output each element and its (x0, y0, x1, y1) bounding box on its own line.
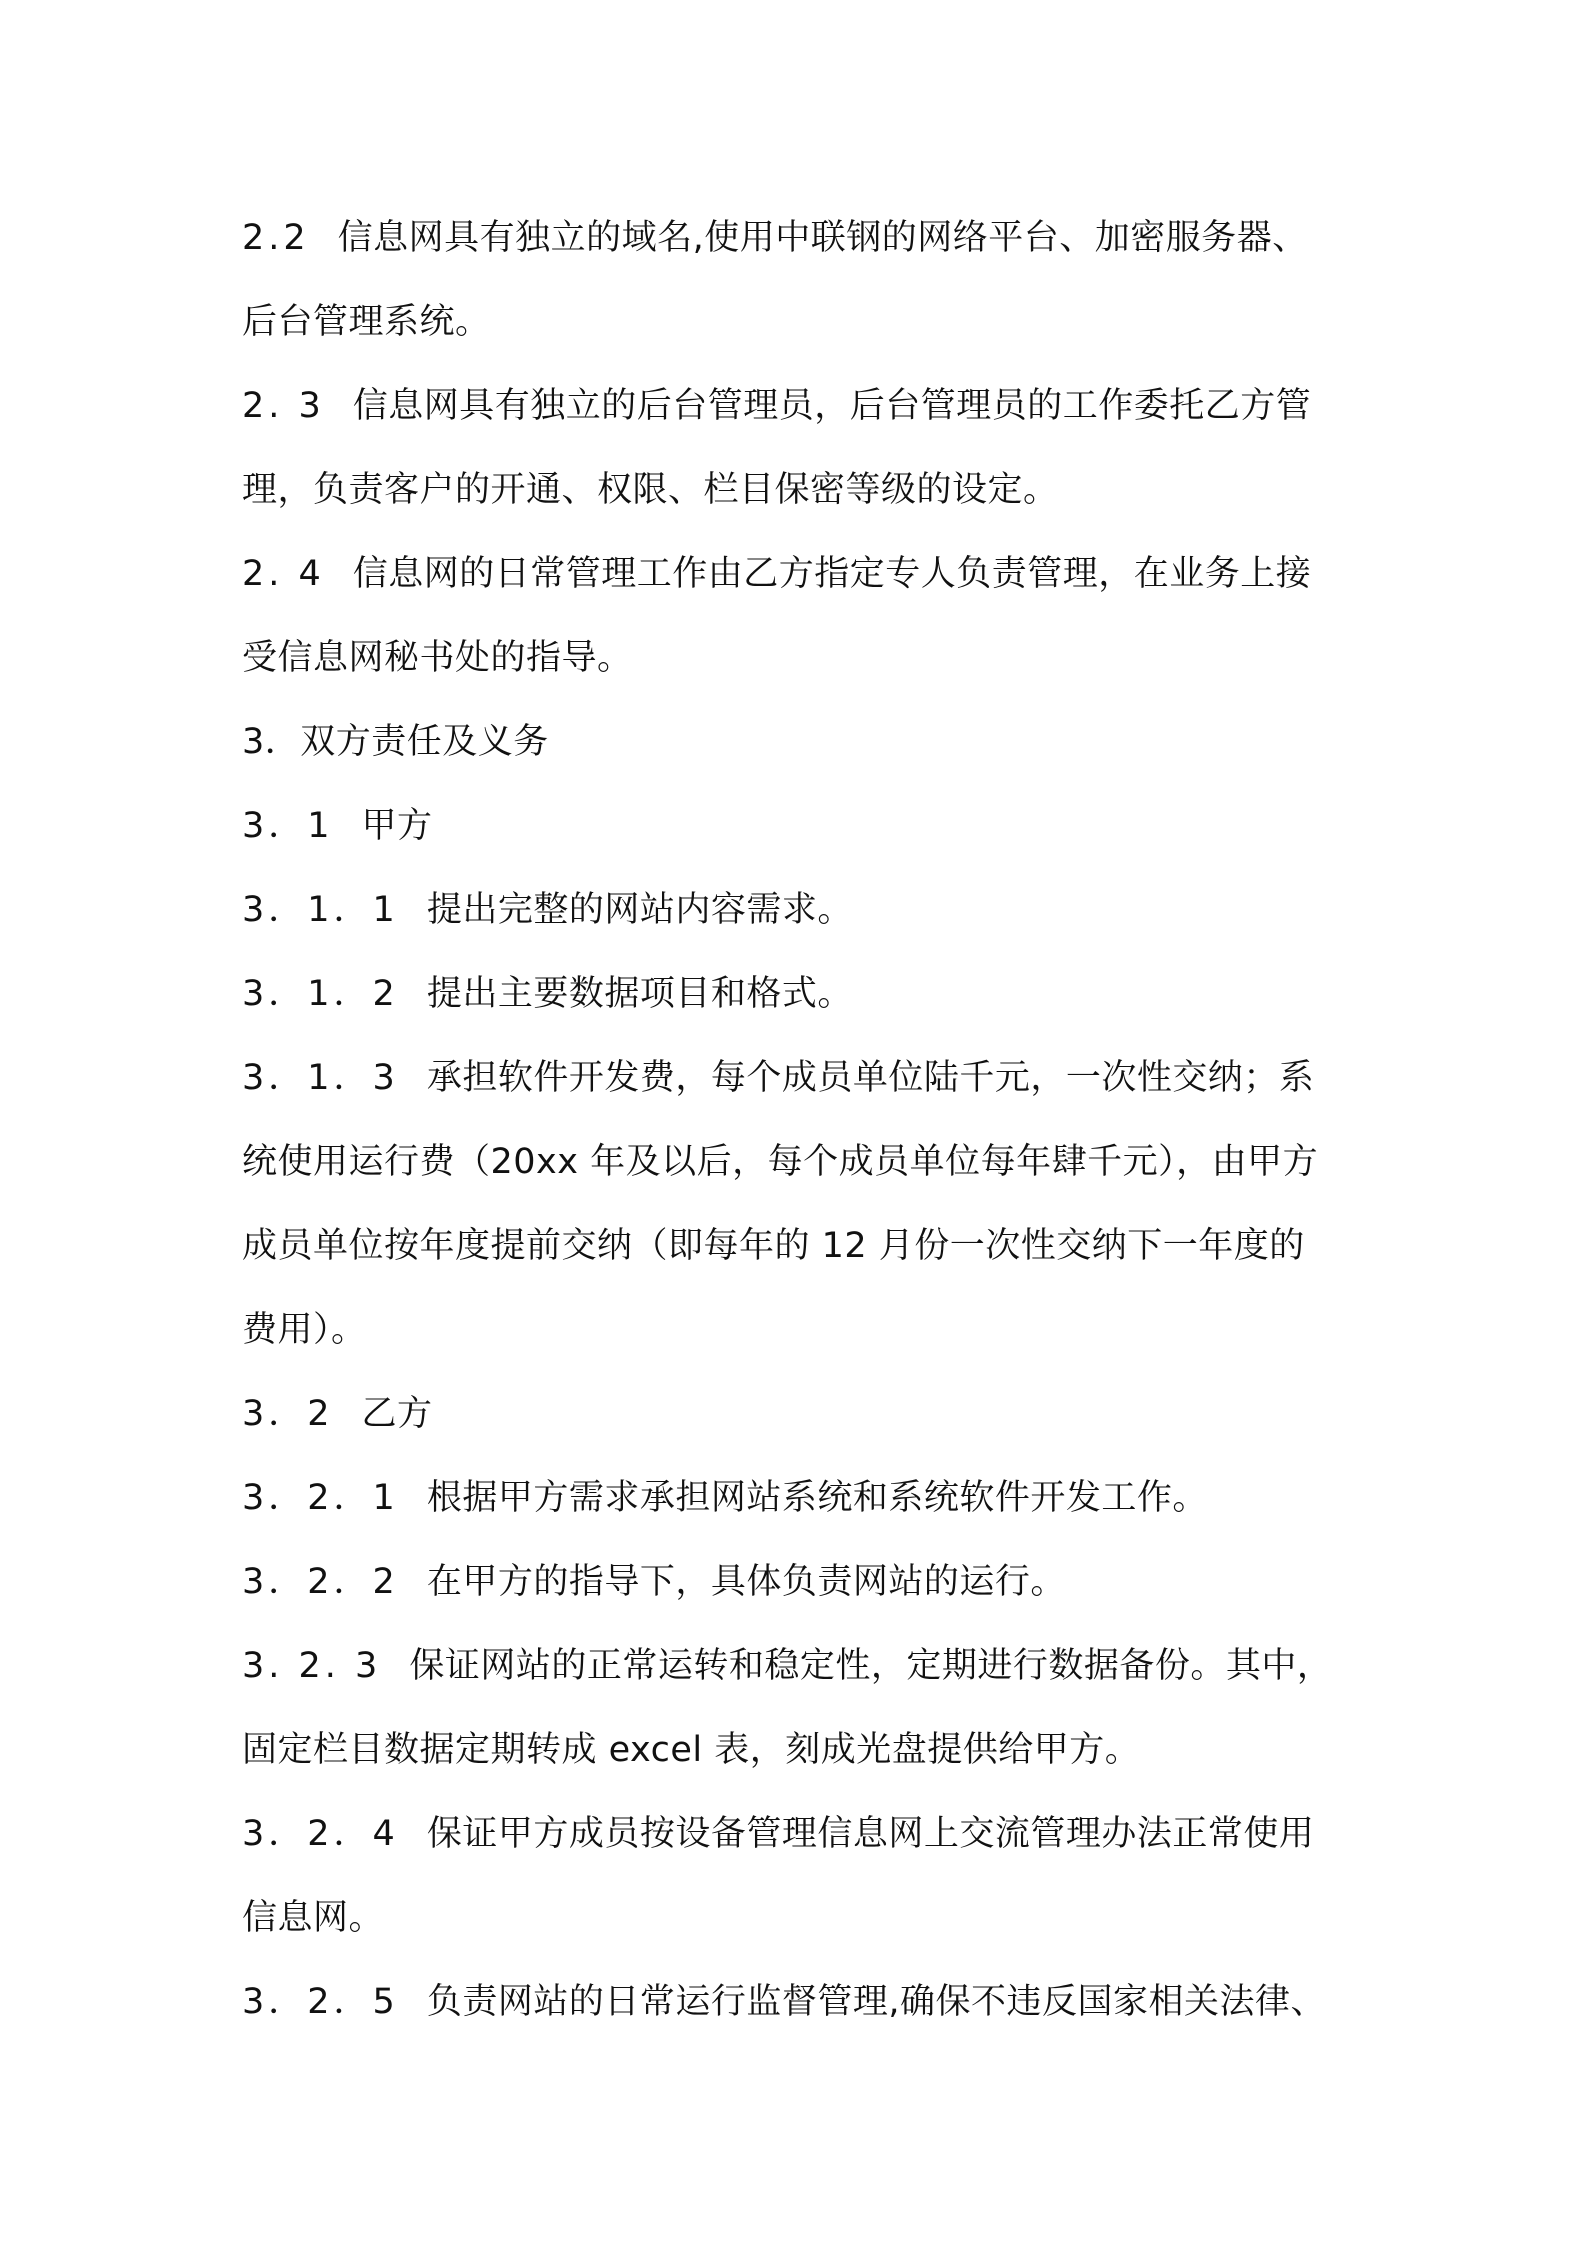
line-text: 受信息网秘书处的指导。 (242, 638, 633, 678)
clause-number: 3．1．2 (242, 974, 399, 1014)
paragraph-line (242, 1204, 1358, 1288)
line-text: 保证网站的正常运转和稳定性，定期进行数据备份。其中， (409, 1646, 1333, 1686)
line-text: 统使用运行费（20xx 年及以后，每个成员单位每年肆千元），由甲方 (242, 1142, 1319, 1182)
line-text: 成员单位按年度提前交纳（即每年的 12 月份一次性交纳下一年度的 (242, 1226, 1305, 1266)
line-text: 根据甲方需求承担网站系统和系统软件开发工作。 (426, 1478, 1208, 1518)
paragraph-line (242, 1540, 1358, 1624)
clause-number: 3．2．4 (242, 1814, 399, 1854)
line-text: 信息网。 (242, 1898, 385, 1938)
line-text: 承担软件开发费，每个成员单位陆千元，一次性交纳；系 (426, 1058, 1315, 1098)
paragraph-line (242, 1876, 1358, 1960)
line-text: 信息网具有独立的域名,使用中联钢的网络平台、加密服务器、 (337, 218, 1308, 258)
clause-number: 3. 2. 3 (242, 1646, 382, 1686)
paragraph-line (242, 1456, 1358, 1540)
paragraph-line (242, 1036, 1358, 1120)
paragraph-line (242, 364, 1358, 448)
paragraph-line (242, 952, 1358, 1036)
subsection-heading (242, 784, 1358, 868)
paragraph-line (242, 1288, 1358, 1372)
line-text: 甲方 (361, 806, 433, 846)
paragraph-line (242, 196, 1358, 280)
paragraph-line (242, 1960, 1358, 2044)
section-heading (242, 700, 1358, 784)
clause-number: 3．2．1 (242, 1478, 399, 1518)
paragraph-line (242, 280, 1358, 364)
line-text: 3．双方责任及义务 (242, 722, 549, 762)
clause-number: 2. 3 (242, 386, 325, 426)
paragraph-line (242, 1792, 1358, 1876)
line-text: 提出完整的网站内容需求。 (426, 890, 853, 930)
subsection-heading (242, 1372, 1358, 1456)
clause-number: 3．2 (242, 1394, 334, 1434)
line-text: 理，负责客户的开通、权限、栏目保密等级的设定。 (242, 470, 1059, 510)
line-text: 信息网的日常管理工作由乙方指定专人负责管理，在业务上接 (352, 554, 1312, 594)
clause-number: 3．2．5 (242, 1982, 399, 2022)
line-text: 费用）。 (242, 1310, 367, 1350)
clause-number: 3．1 (242, 806, 334, 846)
line-text: 信息网具有独立的后台管理员，后台管理员的工作委托乙方管 (352, 386, 1312, 426)
clause-number: 2. 4 (242, 554, 325, 594)
clause-number: 2.2 (242, 218, 310, 258)
line-text: 提出主要数据项目和格式。 (426, 974, 853, 1014)
clause-number: 3．1．1 (242, 890, 399, 930)
paragraph-line (242, 1120, 1358, 1204)
paragraph-line (242, 1624, 1358, 1708)
line-text: 负责网站的日常运行监督管理,确保不违反国家相关法律、 (426, 1982, 1326, 2022)
line-text: 保证甲方成员按设备管理信息网上交流管理办法正常使用 (426, 1814, 1315, 1854)
line-text: 乙方 (361, 1394, 433, 1434)
line-text: 固定栏目数据定期转成 excel 表，刻成光盘提供给甲方。 (242, 1730, 1141, 1770)
clause-number: 3．1．3 (242, 1058, 399, 1098)
paragraph-line (242, 616, 1358, 700)
paragraph-line (242, 868, 1358, 952)
document-body (242, 196, 1358, 2044)
line-text: 后台管理系统。 (242, 302, 491, 342)
line-text: 在甲方的指导下，具体负责网站的运行。 (426, 1562, 1066, 1602)
paragraph-line (242, 1708, 1358, 1792)
paragraph-line (242, 448, 1358, 532)
paragraph-line (242, 532, 1358, 616)
clause-number: 3．2．2 (242, 1562, 399, 1602)
